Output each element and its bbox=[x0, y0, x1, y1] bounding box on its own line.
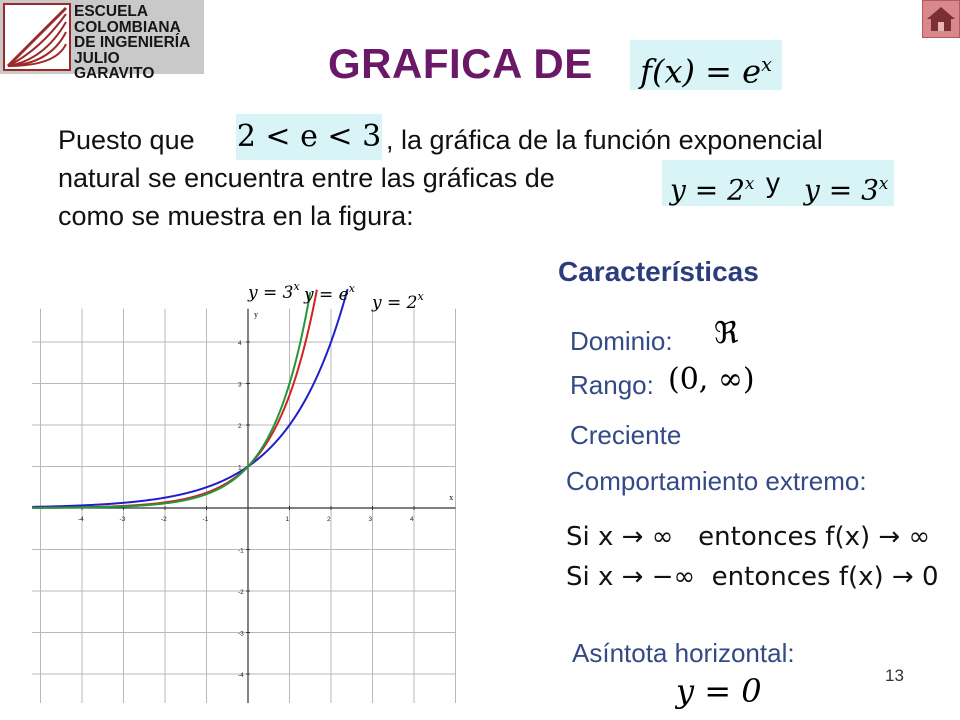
exponential-graph bbox=[30, 276, 460, 706]
graph-axes bbox=[32, 309, 455, 703]
logo-line: ESCUELA bbox=[74, 3, 149, 20]
logo-line: DE INGENIERÍA bbox=[74, 34, 191, 51]
y-tick-label: 1 bbox=[238, 464, 242, 472]
domain-value: ℜ bbox=[714, 316, 739, 351]
graph-ticks bbox=[78, 340, 414, 679]
extreme-behavior-line1: Si x → ∞ entonces f(x) → ∞ bbox=[566, 522, 931, 552]
intro-line3: como se muestra en la figura: bbox=[58, 201, 414, 231]
graph-curve-labels bbox=[247, 280, 424, 313]
x-tick-label: 1 bbox=[285, 516, 290, 523]
graph-curves bbox=[32, 289, 347, 508]
range-label: Rango: bbox=[570, 370, 654, 400]
graph-grid bbox=[32, 309, 455, 703]
y-tick-label: -2 bbox=[238, 589, 244, 596]
curve-label-y2: $y = 2^x$ bbox=[372, 290, 424, 313]
x-tick-label: 3 bbox=[368, 516, 373, 523]
formula-y3: y = 3 bbox=[804, 173, 879, 207]
asymptote-value: y = 0 bbox=[676, 672, 762, 710]
y-tick-label: -3 bbox=[238, 630, 244, 638]
extreme-behavior-label: Comportamiento extremo: bbox=[566, 466, 867, 496]
y-tick-label: 2 bbox=[238, 423, 242, 430]
home-icon bbox=[923, 1, 959, 37]
logo-line: COLOMBIANA bbox=[74, 18, 181, 36]
title-formula bbox=[630, 40, 782, 90]
curve-label-y3: $y = 3^x$ bbox=[248, 280, 300, 303]
formula-y2-exponent: x bbox=[744, 173, 755, 193]
y-tick-label: 3 bbox=[238, 381, 242, 389]
curve-ye bbox=[32, 290, 317, 508]
x-axis-label: x bbox=[449, 493, 454, 502]
asymptote-label: Asíntota horizontal: bbox=[572, 638, 795, 668]
x-tick-label: -4 bbox=[78, 516, 84, 523]
y-axis-label: y bbox=[254, 310, 258, 320]
title-formula-exponent: x bbox=[761, 53, 772, 76]
y-tick-label: -4 bbox=[238, 672, 244, 679]
page-title: GRAFICA DE bbox=[328, 40, 593, 87]
curve-label-ye: $y = e^x$ bbox=[304, 282, 355, 305]
curve-y2 bbox=[32, 289, 347, 507]
characteristics-title: Características bbox=[558, 256, 759, 287]
x-tick-label: -1 bbox=[202, 516, 209, 523]
x-tick-label: 4 bbox=[410, 516, 414, 523]
logo-emblem-icon bbox=[0, 0, 72, 74]
formula-conjunction: y bbox=[766, 167, 780, 198]
y-tick-label: -1 bbox=[238, 547, 244, 555]
formula-y2: y = 2 bbox=[670, 173, 745, 207]
range-value: (0, ∞) bbox=[668, 362, 755, 397]
intro-line1-suffix: , la gráfica de la función exponencial bbox=[386, 125, 823, 155]
growth-property: Creciente bbox=[570, 420, 682, 450]
logo-text bbox=[74, 4, 204, 82]
domain-label: Dominio: bbox=[570, 326, 673, 356]
comparison-functions-formula bbox=[662, 160, 894, 206]
curve-label-y2-exponent: x bbox=[417, 290, 424, 303]
curve-label-y3-exponent: x bbox=[293, 280, 300, 293]
x-tick-label: -3 bbox=[119, 516, 126, 523]
x-tick-label: 2 bbox=[327, 516, 331, 523]
formula-y3-exponent: x bbox=[878, 173, 889, 193]
x-tick-label: -2 bbox=[161, 516, 167, 523]
curve-label-ye-exponent: x bbox=[348, 282, 355, 295]
intro-line1-prefix: Puesto que bbox=[58, 125, 195, 155]
extreme-behavior-line2: Si x → −∞ entonces f(x) → 0 bbox=[566, 562, 939, 592]
curve-y3 bbox=[32, 292, 310, 508]
logo-line: JULIO GARAVITO bbox=[74, 49, 155, 82]
y-tick-label: 4 bbox=[238, 340, 242, 347]
title-formula-base: f(x) = e bbox=[640, 52, 762, 91]
inequality-formula: 2 < e < 3 bbox=[236, 114, 382, 160]
page-number: 13 bbox=[885, 666, 904, 685]
home-button[interactable] bbox=[922, 0, 960, 38]
school-logo bbox=[0, 0, 204, 82]
intro-line2: natural se encuentra entre las gráficas de bbox=[58, 163, 555, 193]
